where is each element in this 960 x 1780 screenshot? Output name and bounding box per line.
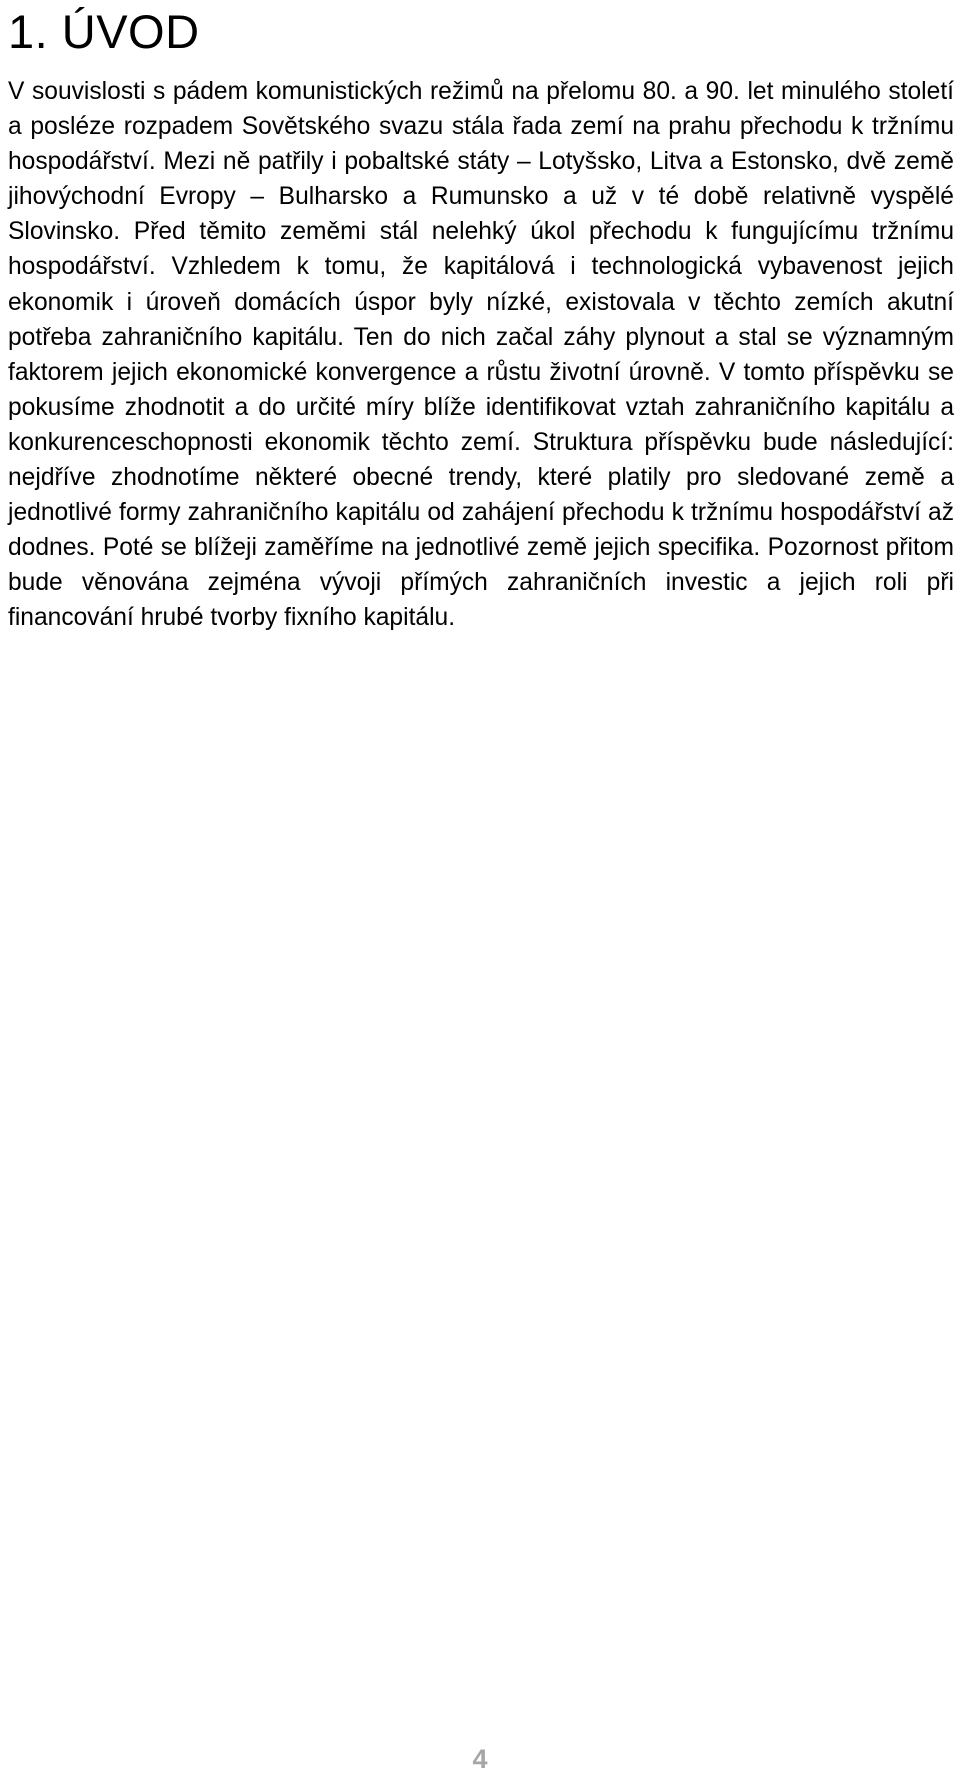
body-paragraph: V souvislosti s pádem komunistických režimů na přelomu 80. a 90. let minulého století a posléze rozpadem Sovětského svazu stála řada zemí na prahu přechodu k tržnímu hospodářství. Mezi ně patřily i pobaltské státy – Lotyšsko, Litva a Estonsko, dvě země jihovýchodní Evropy – Bulharsko a Rumunsko a už v té době relativně vyspělé Slovinsko. Před těmito zeměmi stál nelehký úkol přechodu k fungujícímu tržnímu hospodářství. Vzhledem k tomu, že kapitálová i technologická vybavenost jejich ekonomik i úroveň domácích úspor byly nízké, existovala v těchto zemích akutní potřeba zahraničního kapitálu. Ten do nich začal záhy plynout a stal se významným faktorem jejich ekonomické konvergence a růstu životní úrovně. V tomto příspěvku se pokusíme zhodnotit a do určité míry blíže identifikovat vztah zahraničního kapitálu a konkurenceschopnosti ekonomik těchto zemí. Struktura příspěvku bude následující: nejdříve zhodnotíme některé obecné trendy, které platily pro sledované země a jednotlivé formy zahraničního kapitálu od zahájení přechodu k tržnímu hospodářství až dodnes. Poté se blížeji zaměříme na jednotlivé země jejich specifika. Pozornost přitom bude věnována zejména vývoji přímých zahraničních investic a jejich roli při financování hrubé tvorby fixního kapitálu.	[8, 78, 954, 632]
section-heading: 1. ÚVOD	[8, 5, 200, 58]
page-number: 4	[472, 1744, 488, 1774]
